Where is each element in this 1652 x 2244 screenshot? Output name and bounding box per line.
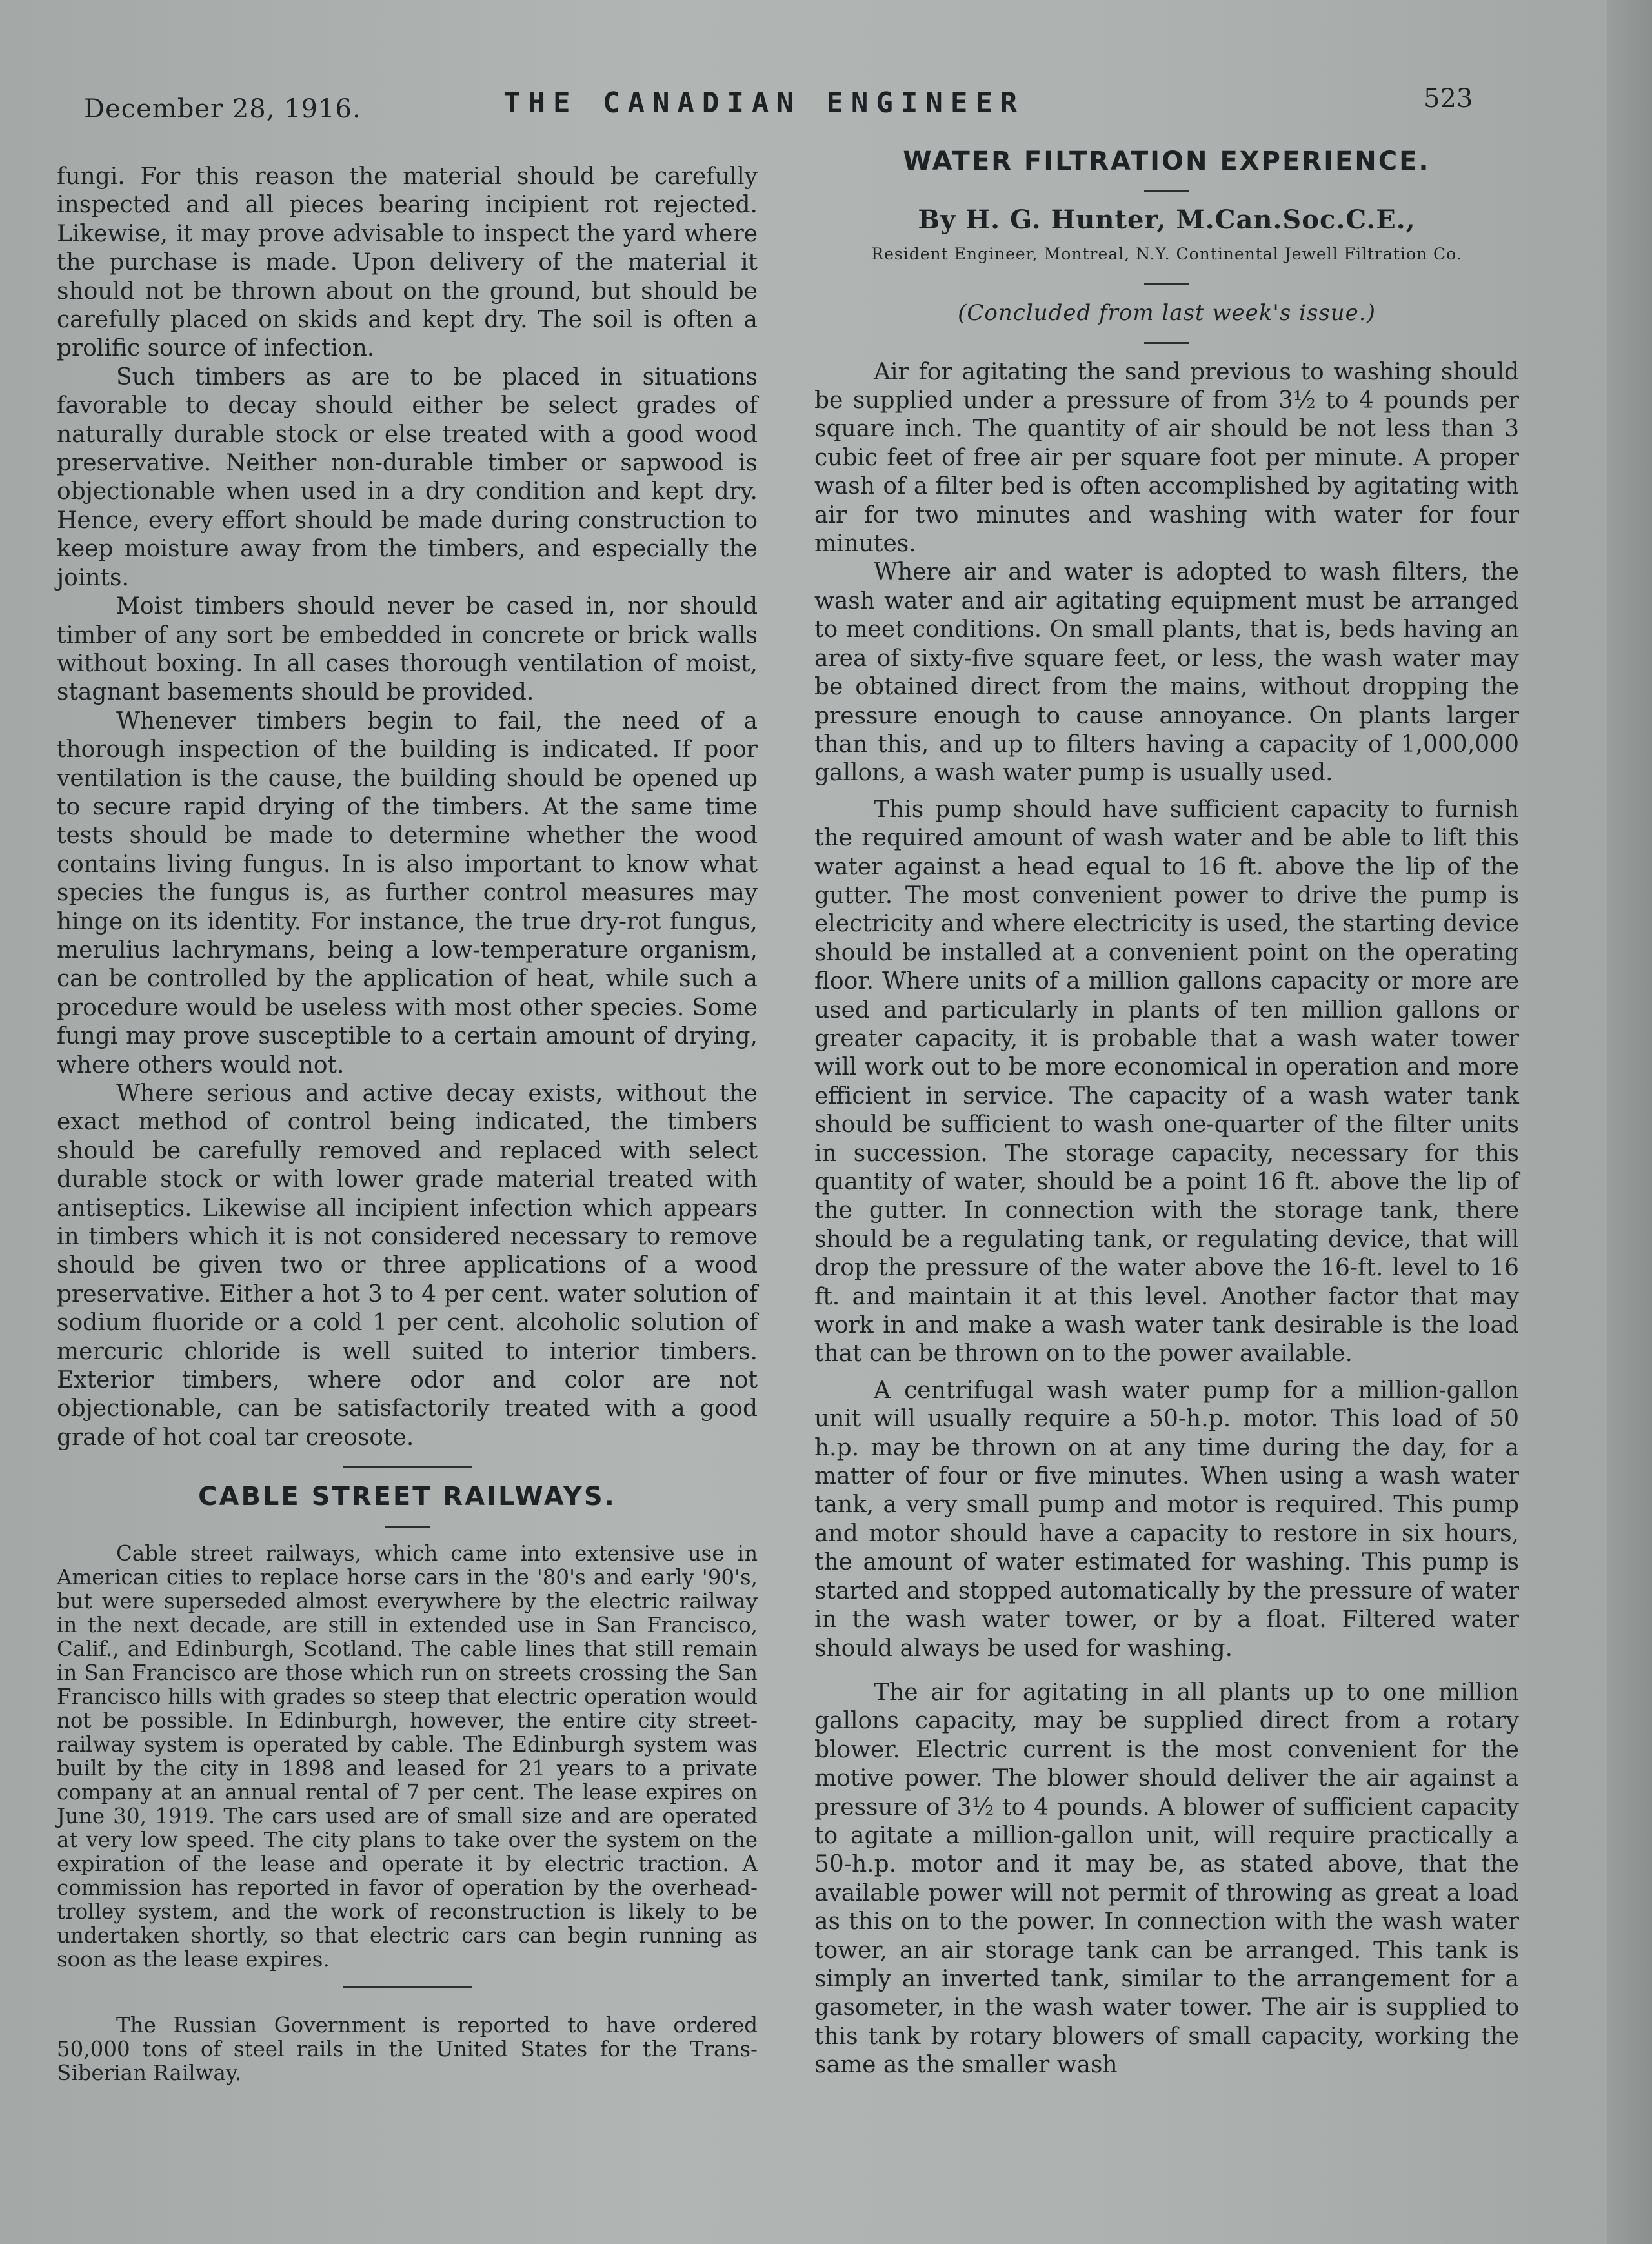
- page-edge-shadow: [1607, 0, 1652, 2244]
- article-title-water-filtration: WATER FILTRATION EXPERIENCE.: [903, 147, 1431, 176]
- article-title-cable-railways: CABLE STREET RAILWAYS.: [198, 1482, 616, 1512]
- article-body-cable-railways: Cable street railways, which came into extensive use in American cities to replace horse cars in the '80's and early '90's, but were superseded almost everywhere by the electric railway in the next decade, are still in extended use in San Francisco, Calif., and Edinburgh, Scotland. The cable lines that still remain in San Francisco are those which run on streets crossing the San Francisco hills with grades so steep that electric operation would not be possible. In Edinburgh, however, the entire city street-railway system is operated by cable. The Edinburgh system was built by the city in 1898 and leased for 21 years to a private company at an annual rental of 7 per cent. The lease expires on June 30, 1919. The cars used are of small size and are operated at very low speed. The city plans to take over the system on the expiration of the lease and operate it by electric traction. A commission has reported in favor of operation by the overhead-trolley system, and the work of reconstruction is likely to be undertaken shortly, so that electric cars can begin running as soon as the lease expires.: [57, 1541, 758, 1972]
- paragraph: Moist timbers should never be cased in, nor should timber of any sort be embedded in concrete or brick walls without boxing. In all cases thorough ventilation of moist, stagnant basements should be provided.: [57, 593, 758, 706]
- page-number: 523: [1424, 84, 1473, 114]
- paragraph: Where serious and active decay exists, without the exact method of control being indicated, the timbers should be carefully removed and replaced with select durable stock or with lower grade material treated with antiseptics. Likewise all incipient infection which appears in timbers which it is not considered necessary to remove should be given two or three applications of a wood preservative. Either a hot 3 to 4 per cent. water solution of sodium fluoride or a cold 1 per cent. alcoholic solution of mercuric chloride is well suited to interior timbers. Exterior timbers, where odor and color are not objectionable, can be satisfactorily treated with a good grade of hot coal tar creosote.: [57, 1080, 758, 1451]
- title-divider: [1144, 190, 1189, 192]
- paragraph: Such timbers as are to be placed in situations favorable to decay should either be select grades of naturally durable stock or else treated with a good wood preservative. Neither non-durable timber or sapwood is objectionable when used in a dry condition and kept dry. Hence, every effort should be made during construction to keep moisture away from the timbers, and especially the joints.: [57, 363, 758, 591]
- paragraph: Whenever timbers begin to fail, the need of a thorough inspection of the building is indicated. If poor ventilation is the cause, the building should be opened up to secure rapid drying of the timbers. At the same time tests should be made to determine whether the wood contains living fungus. In is also important to know what species the fungus is, as further control measures may hinge on its identity. For instance, the true dry-rot fungus, merulius lachrymans, being a low-temperature organism, can be controlled by the application of heat, while such a procedure would be useless with most other species. Some fungi may prove susceptible to a certain amount of drying, where others would not.: [57, 707, 758, 1078]
- paragraph: fungi. For this reason the material should be carefully inspected and all pieces bearing incipient rot rejected. Likewise, it may prove advisable to inspect the yard where the purchase is made. Upon delivery of the material it should not be thrown about on the ground, but should be carefully placed on skids and kept dry. The soil is often a prolific source of infection.: [57, 163, 758, 362]
- paragraph: A centrifugal wash water pump for a million-gallon unit will usually require a 50-h.p. motor. This load of 50 h.p. may be thrown on at any time during the day, for a matter of four or five minutes. When using a wash water tank, a very small pump and motor is required. This pump and motor should have a capacity to restore in six hours, the amount of water estimated for washing. This pump is started and stopped automatically by the pressure of water in the wash water tower, or by a float. Filtered water should always be used for washing.: [814, 1377, 1519, 1662]
- author-affiliation: Resident Engineer, Montreal, N.Y. Continental Jewell Filtration Co.: [871, 244, 1462, 263]
- paragraph: Where air and water is adopted to wash filters, the wash water and air agitating equipment must be arranged to meet conditions. On small plants, that is, beds having an area of sixty-five square feet, or less, the wash water may be obtained direct from the mains, without dropping the pressure enough to cause annoyance. On plants larger than this, and up to filters having a capacity of 1,000,000 gallons, a wash water pump is usually used.: [814, 559, 1519, 787]
- byline-divider: [1144, 283, 1189, 285]
- section-divider: [343, 1986, 472, 1988]
- news-note-russian-rails: The Russian Government is reported to have ordered 50,000 tons of steel rails in the United States for the Trans-Siberian Railway.: [57, 2012, 758, 2085]
- issue-date: December 28, 1916.: [84, 94, 361, 124]
- page-header: [0, 79, 1652, 130]
- intro-divider: [1144, 342, 1189, 344]
- left-column: [57, 163, 758, 2085]
- paragraph: Air for agitating the sand previous to washing should be supplied under a pressure of from 3½ to 4 pounds per square inch. The quantity of air should be not less than 3 cubic feet of free air per square foot per minute. A proper wash of a filter bed is often accomplished by agitating with air for two minutes and washing with water for four minutes.: [814, 358, 1519, 558]
- continuation-note: (Concluded from last week's issue.): [958, 300, 1376, 327]
- title-divider: [385, 1526, 430, 1528]
- masthead: THE CANADIAN ENGINEER: [503, 86, 1025, 119]
- section-divider: [343, 1466, 472, 1468]
- right-column: [814, 147, 1519, 2080]
- paragraph: This pump should have sufficient capacity to furnish the required amount of wash water and be able to lift this water against a head equal to 16 ft. above the lip of the gutter. The most convenient power to drive the pump is electricity and where electricity is used, the starting device should be installed at a convenient point on the operating floor. Where units of a million gallons capacity or more are used and particularly in plants of ten million gallons or greater capacity, it is probable that a wash water tower will work out to be more economical in operation and more efficient in service. The capacity of a wash water tank should be sufficient to wash one-quarter of the filter units in succession. The storage capacity, necessary for this quantity of water, should be a point 16 ft. above the lip of the gutter. In connection with the storage tank, there should be a regulating tank, or regulating device, that will drop the pressure of the water above the 16-ft. level to 16 ft. and maintain it at this level. Another factor that may work in and make a wash water tank desirable is the load that can be thrown on to the power available.: [814, 796, 1519, 1368]
- author-byline: By H. G. Hunter, M.Can.Soc.C.E.,: [918, 205, 1416, 236]
- paragraph: The air for agitating in all plants up to one million gallons capacity, may be supplied direct from a rotary blower. Electric current is the most convenient for the motive power. The blower should deliver the air against a pressure of 3½ to 4 pounds. A blower of sufficient capacity to agitate a million-gallon unit, will require practically a 50-h.p. motor and it may be, as stated above, that the available power will not permit of throwing as great a load as this on to the power. In connection with the wash water tower, an air storage tank can be arranged. This tank is simply an inverted tank, similar to the arrangement for a gasometer, in the wash water tower. The air is supplied to this tank by rotary blowers of small capacity, working the same as the smaller wash: [814, 1679, 1519, 2079]
